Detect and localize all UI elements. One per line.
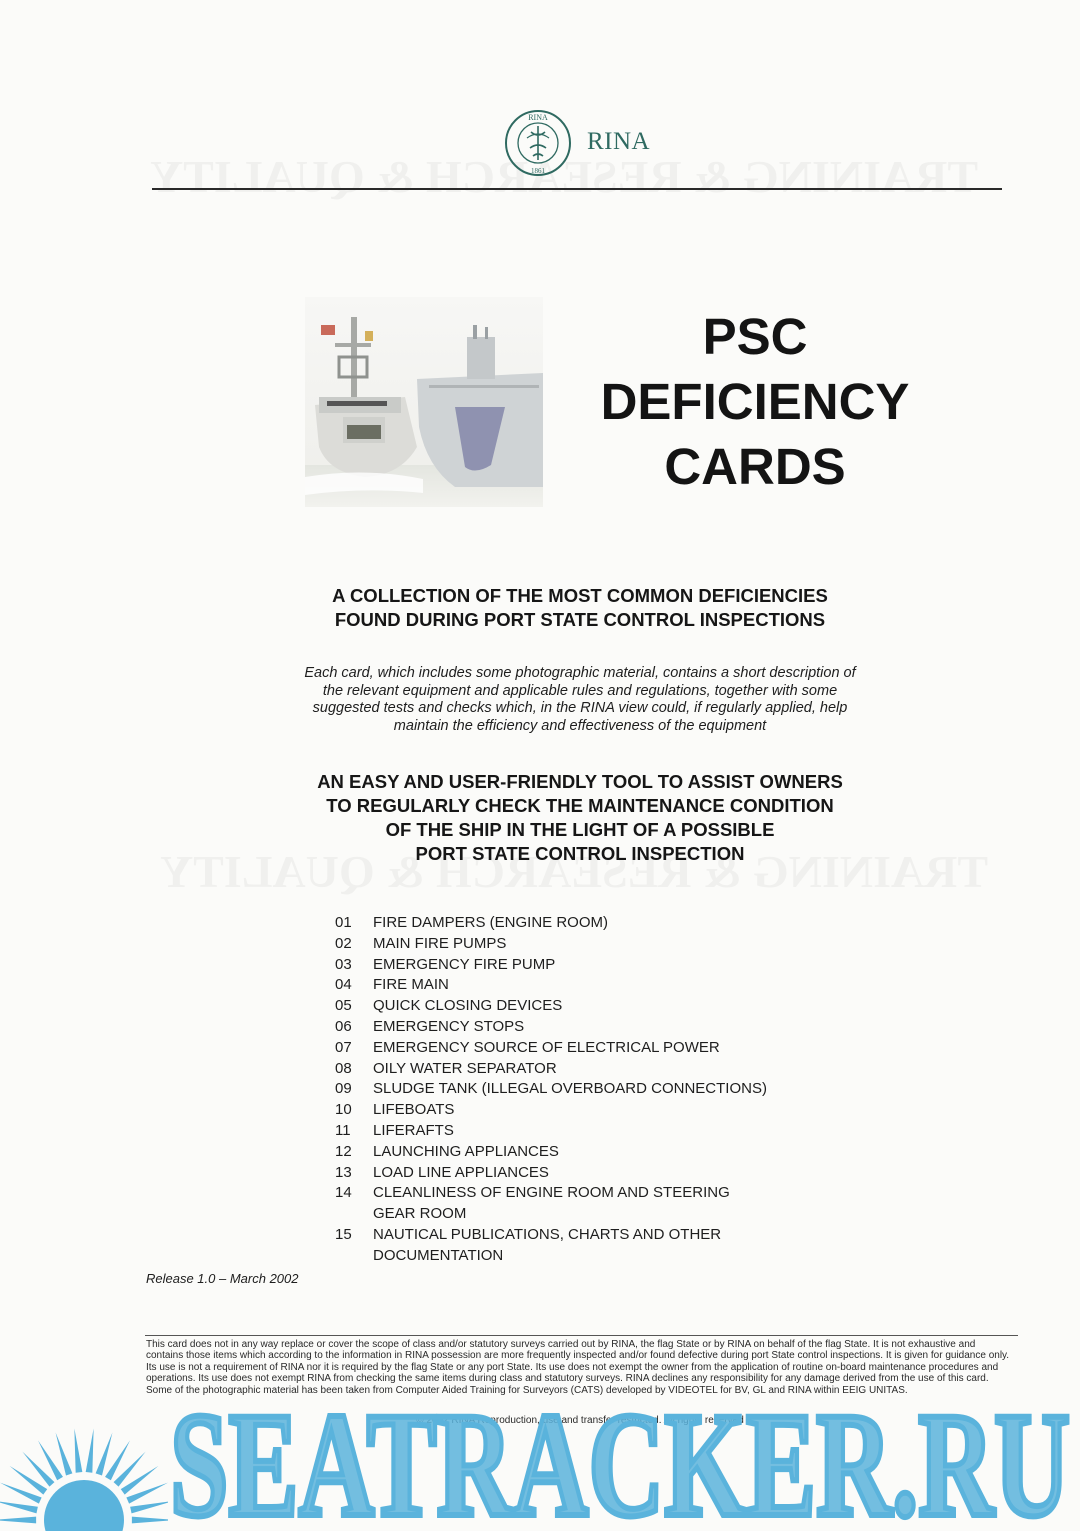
tagline-line: PORT STATE CONTROL INSPECTION	[415, 843, 745, 864]
rina-seal-icon	[503, 108, 573, 178]
subtitle-line: A COLLECTION OF THE MOST COMMON DEFICIENCIES	[332, 585, 828, 606]
card-number: 03	[335, 955, 352, 973]
copyright-notice: © 2002 RINA Reproduction, use and transfer restricted. All rights reserved	[416, 1415, 744, 1426]
list-item	[335, 1225, 895, 1246]
tagline-line: OF THE SHIP IN THE LIGHT OF A POSSIBLE	[385, 819, 775, 840]
card-number: 13	[335, 1163, 352, 1181]
card-title: FIRE MAIN	[373, 976, 449, 994]
cover-tagline	[140, 770, 1020, 866]
disclaimer-divider	[145, 1335, 1018, 1336]
description-line: the relevant equipment and applicable rules and regulations, together with some	[322, 682, 838, 699]
list-item	[335, 1246, 895, 1267]
card-number: 01	[335, 914, 352, 931]
card-number: 14	[335, 1184, 352, 1202]
card-title: LIFEBOATS	[373, 1101, 455, 1119]
sun-ray	[56, 1433, 73, 1476]
card-number: 06	[335, 1017, 352, 1035]
card-number: 08	[335, 1059, 352, 1077]
card-number: 04	[335, 976, 352, 994]
title-line: CARDS	[664, 438, 846, 495]
card-title: EMERGENCY SOURCE OF ELECTRICAL POWER	[373, 1038, 720, 1056]
list-item	[335, 1059, 895, 1080]
card-title: CLEANLINESS OF ENGINE ROOM AND STEERING	[373, 1184, 730, 1202]
list-item	[335, 1163, 895, 1184]
logo-wordmark: RINA	[587, 128, 651, 155]
card-number: 02	[335, 934, 352, 952]
card-title: LOAD LINE APPLIANCES	[373, 1163, 549, 1181]
description-line: maintain the efficiency and effectiveness of the equipment	[393, 717, 767, 734]
list-item	[335, 1204, 895, 1225]
tagline-line: TO REGULARLY CHECK THE MAINTENANCE CONDITION	[326, 795, 834, 816]
disclaimer-text: This card does not in any way replace or cover the scope of class and/or statutory surveys carried out by RINA, the flag State or by RINA on behalf of the flag State. It is not exhaustive and contains those items which according to the information in RINA possession are more frequently inspected and/or found defective during port State control inspections. It is given for guidance only. Its use is not a requirement of RINA nor it is required by the flag State or any port State. Its use does not exempt the owner from the application of routine on-board maintenance procedures and operations. Its use does not exempt RINA from checking the same items during class and statutory surveys. RINA declines any responsibility for any damage derived from the use of this card. Some of the photographic material has been taken from Computer Aided Training for Surveyors (CATS) developed by VIDEOTEL for BV, GL and RINA within EEIG UNITAS.	[146, 1339, 1010, 1396]
release-note: Release 1.0 – March 2002	[146, 1271, 299, 1286]
cover-description	[140, 665, 1020, 735]
subtitle-line: FOUND DURING PORT STATE CONTROL INSPECTIONS	[334, 609, 826, 630]
sun-ray	[86, 1429, 94, 1473]
card-number: 09	[335, 1080, 352, 1098]
sun-ray	[0, 1517, 36, 1524]
watermark-logo	[165, 1397, 1075, 1527]
sun-ray	[74, 1429, 82, 1473]
list-item	[335, 1038, 895, 1059]
watermark-sun-icon	[0, 1380, 168, 1531]
list-item	[335, 913, 895, 934]
card-title: FIRE DAMPERS (ENGINE ROOM)	[373, 914, 609, 931]
list-item	[335, 975, 895, 996]
sun-ray	[96, 1433, 113, 1476]
card-title: DOCUMENTATION	[373, 1246, 504, 1264]
card-title: LAUNCHING APPLIANCES	[373, 1142, 559, 1160]
card-title: GEAR ROOM	[373, 1205, 467, 1223]
ships-photo	[305, 297, 543, 507]
description-line: suggested tests and checks which, in the RINA view could, if regularly applied, help	[312, 700, 848, 716]
card-number	[335, 1204, 373, 1225]
card-title: SLUDGE TANK (ILLEGAL OVERBOARD CONNECTIONS)	[373, 1080, 767, 1098]
sun-ray	[132, 1517, 168, 1524]
header-divider	[152, 188, 1002, 190]
card-number: 05	[335, 997, 352, 1015]
list-item	[335, 996, 895, 1017]
card-number: 12	[335, 1142, 352, 1160]
card-number: 07	[335, 1038, 352, 1056]
card-title: EMERGENCY FIRE PUMP	[373, 955, 556, 973]
card-title: LIFERAFTS	[373, 1121, 454, 1139]
sun-ray	[22, 1452, 54, 1487]
tagline-line: AN EASY AND USER-FRIENDLY TOOL TO ASSIST OWNERS	[317, 771, 843, 792]
sun-ray	[0, 1501, 38, 1513]
card-title: OILY WATER SEPARATOR	[373, 1059, 557, 1077]
svg-text:RINA: RINA	[528, 113, 548, 122]
list-item	[335, 955, 895, 976]
description-line: Each card, which includes some photographic material, contains a short description of	[304, 665, 856, 681]
card-title: EMERGENCY STOPS	[373, 1017, 525, 1035]
list-item	[335, 1079, 895, 1100]
cover-title	[560, 304, 950, 499]
list-item	[335, 1100, 895, 1121]
cover-subtitle	[140, 584, 1020, 632]
card-title: QUICK CLOSING DEVICES	[373, 997, 563, 1015]
card-title: NAUTICAL PUBLICATIONS, CHARTS AND OTHER	[373, 1225, 722, 1243]
card-number: 10	[335, 1101, 352, 1119]
rina-logo	[503, 108, 663, 178]
watermark-text: SEATRACKER.RU	[170, 1397, 1070, 1527]
sun-ray	[114, 1452, 146, 1487]
list-item	[335, 1142, 895, 1163]
sun-disc	[44, 1480, 124, 1531]
card-number: 11	[335, 1121, 351, 1139]
list-item	[335, 1017, 895, 1038]
list-item	[335, 1183, 895, 1204]
card-index-list	[335, 913, 895, 1267]
title-line: DEFICIENCY	[600, 373, 910, 430]
svg-text:1861: 1861	[531, 167, 545, 175]
title-line: PSC	[702, 308, 808, 365]
list-item	[335, 1121, 895, 1142]
card-number: 15	[335, 1225, 352, 1243]
list-item	[335, 934, 895, 955]
card-number	[335, 1246, 373, 1267]
sun-ray	[130, 1501, 168, 1513]
card-title: MAIN FIRE PUMPS	[373, 934, 507, 952]
